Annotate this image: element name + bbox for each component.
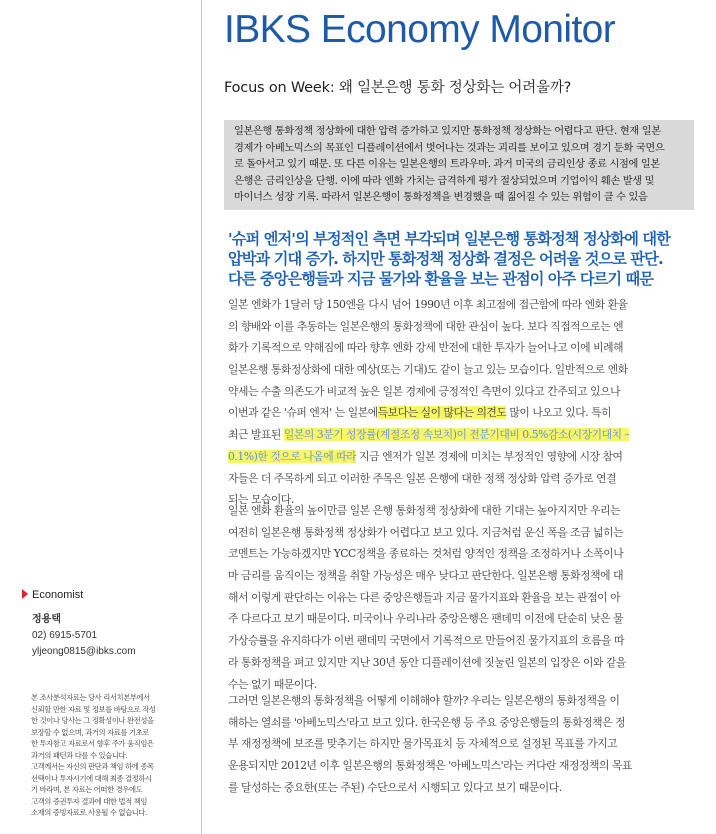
paragraph-3 xyxy=(228,690,684,798)
body-line: 자들은 더 주목하게 되고 이러한 주목은 일본 은행에 대한 정책 정상화 압력 증가로 연결 xyxy=(228,471,617,485)
disclaimer-line: 소재의 증빙자료로 사용될 수 없습니다. xyxy=(31,808,147,817)
section-label-text: Economist xyxy=(32,589,84,601)
disclaimer-line: 선택이나 투자시기에 대해 최종 결정하시 xyxy=(31,773,152,783)
body-line: 화가 기록적으로 약해짐에 따라 향후 엔화 강세 반전에 대한 투자가 늘어나고 이에 비례해 xyxy=(228,341,624,355)
disclaimer-line: 고객께서는 자신의 판단과 책임 하에 종목 xyxy=(31,762,154,771)
highlighted-text: 0.1%)한 것으로 나옴에 따라 xyxy=(228,449,357,463)
disclaimer-line: 본 조사분석자료는 당사 리서치본부에서 xyxy=(31,693,150,702)
highlighted-text: 일본의 3분기 성장률(계절조정 속보치)이 전분기대비 0.5%감소(시장기대치 – xyxy=(283,428,630,442)
disclaimer-line: 보장할 수 없으며, 과거의 자료를 기초로 xyxy=(31,727,149,737)
author-info xyxy=(32,612,136,660)
body-line: 일본은행 통화정상화에 대한 예상(또는 기대)도 같이 늘고 있는 모습이다. 일반적으로 엔화 xyxy=(228,363,628,377)
triangle-marker-icon xyxy=(22,589,28,599)
body-text-span: 많이 나오고 있다. 특히 xyxy=(506,406,612,420)
headline-line: 다른 중앙은행들과 지금 물가와 환율을 보는 관점이 아주 다르기 때문 xyxy=(228,270,654,288)
disclaimer-line: 한 투자참고 자료로서 향후 주가 움직임은 xyxy=(31,739,154,748)
body-line: 수는 없기 때문이다. xyxy=(228,677,317,691)
body-line: 주 다르다고 보기 때문이다. 미국이나 우리나라 중앙은행은 팬데믹 이전에 단순히 낮은 물 xyxy=(228,612,624,626)
body-line: 코멘트는 가능하겠지만 YCC정책을 종료하는 것처럼 양적인 정책을 조정하거나 소폭이나 xyxy=(228,547,624,561)
summary-line: 마이너스 성장 기록. 따라서 일본은행이 통화정책을 변경했을 때 짊어질 수 있는 위험이 클 수 있음 xyxy=(234,192,648,203)
body-text-span: 이번과 같은 '슈퍼 엔저' 는 일본에 xyxy=(228,406,378,420)
focus-subtitle: Focus on Week: 왜 일본은행 통화 정상화는 어려울까? xyxy=(224,80,572,96)
body-line: 해서 이렇게 판단하는 이유는 다른 중앙은행들과 지금 물가지표와 환율을 보는 관점이 아 xyxy=(228,590,621,604)
body-line: 를 달성하는 중요한(또는 주된) 수단으로서 시행되고 있다고 보기 때문이다. xyxy=(228,780,562,794)
author-phone: 02) 6915-5701 xyxy=(32,630,98,641)
body-line xyxy=(228,446,684,468)
body-line: 운용되지만 2012년 이후 일본은행의 통화정책은 '아베노믹스'라는 커다란 재정정책의 목표 xyxy=(228,759,632,773)
body-line xyxy=(228,402,684,424)
summary-line: 일본은행 통화정책 정상화에 대한 압력 증가하고 있지만 통화정책 정상화는 어렵다고 판단. 현재 일본 xyxy=(234,126,661,137)
disclaimer-line: 신뢰할 만한 자료 및 정보를 바탕으로 작성 xyxy=(31,704,156,714)
body-line: 약세는 수출 의존도가 비교적 높은 일본 경제에 긍정적인 측면이 있다고 간주되고 있으나 xyxy=(228,384,621,398)
column-divider xyxy=(201,0,202,834)
paragraph-2 xyxy=(228,500,684,695)
report-title: IBKS Economy Monitor xyxy=(224,8,616,51)
author-name: 정용택 xyxy=(32,614,61,625)
summary-line: 로 돌아서고 있기 때문. 또 다른 이유는 일본은행의 트라우마. 과거 미국의 금리인상 종료 시점에 일본 xyxy=(234,159,660,170)
summary-line: 경제가 아베노믹스의 목표인 디플레이션에서 벗어나는 것과는 괴리를 보이고 있으며 경기 둔화 국면으 xyxy=(234,142,665,154)
highlighted-text: 득보다는 실이 많다는 의견도 xyxy=(377,406,507,420)
disclaimer xyxy=(31,692,183,819)
disclaimer-line: 과거의 패턴과 다를 수 있습니다. xyxy=(31,750,128,760)
section-headline xyxy=(228,229,698,289)
author-email: yljeong0815@ibks.com xyxy=(32,646,136,657)
body-line: 의 향배와 이를 추동하는 일본은행의 통화정책에 대한 관심이 높다. 보다 직접적으로는 엔 xyxy=(228,319,624,333)
body-line: 그러면 일본은행의 통화정책을 어떻게 이해해야 할까? 우리는 일본은행의 통화정책을 이 xyxy=(228,694,620,707)
section-label xyxy=(22,589,83,601)
paragraph-1 xyxy=(228,294,684,511)
body-line: 부 재정정책에 보조를 맞추기는 하지만 물가목표치 등 자체적으로 설정된 목표를 가지고 xyxy=(228,737,618,751)
summary-box xyxy=(224,120,694,210)
body-line: 마 금리를 움직이는 정책을 취할 가능성은 매우 낮다고 판단한다. 일본은행 통화정책에 대 xyxy=(228,569,624,583)
disclaimer-line: 기 바라며, 본 자료는 어떠한 경우에도 xyxy=(31,785,143,794)
summary-line: 은행은 금리인상을 단행. 이에 따라 엔화 가치는 급격하게 평가 절상되었으며 기업이익 훼손 발생 및 xyxy=(234,175,655,187)
body-line: 해하는 열쇠를 '아베노믹스'라고 보고 있다. 한국은행 등 주요 중앙은행들의 통화정책은 정 xyxy=(228,715,626,729)
body-line: 되는 모습이다. xyxy=(228,493,294,507)
body-text-span: 지금 엔저가 일본 경제에 미치는 부정적인 영향에 시장 참여 xyxy=(356,449,623,463)
headline-line: 압박과 기대 증가. 하지만 통화정책 정상화 결정은 어려울 것으로 판단. xyxy=(228,250,663,268)
disclaimer-line: 고객의 증권투자 결과에 대한 법적 책임 xyxy=(31,796,147,806)
body-line: 일본 엔화가 1달러 당 150엔을 다시 넘어 1990년 이후 최고점에 접근함에 따라 엔화 환율 xyxy=(228,298,628,311)
body-line: 일본 엔화 환율의 높이만큼 일본 은행 통화정책 정상화에 대한 기대는 높아지지만 우리는 xyxy=(228,504,621,517)
body-text-span: 최근 발표된 xyxy=(228,428,284,442)
body-line xyxy=(228,424,684,446)
body-line: 여전히 일본은행 통화정책 정상화가 어렵다고 보고 있다. 지금처럼 운신 폭을 조금 넓히는 xyxy=(228,525,624,539)
body-line: 라 통화정책을 펴고 있지만 지난 30년 동안 디플레이션에 짓눌린 일본의 입장은 이와 같을 xyxy=(228,655,626,669)
disclaimer-line: 한 것이나 당사는 그 정확성이나 완전성을 xyxy=(31,716,154,725)
headline-line: '슈퍼 엔저'의 부정적인 측면 부각되며 일본은행 통화정책 정상화에 대한 xyxy=(228,230,670,248)
body-line: 가상승률을 유지하다가 이번 팬데믹 국면에서 기록적으로 만들어진 물가지표의 흐름을 따 xyxy=(228,634,625,648)
